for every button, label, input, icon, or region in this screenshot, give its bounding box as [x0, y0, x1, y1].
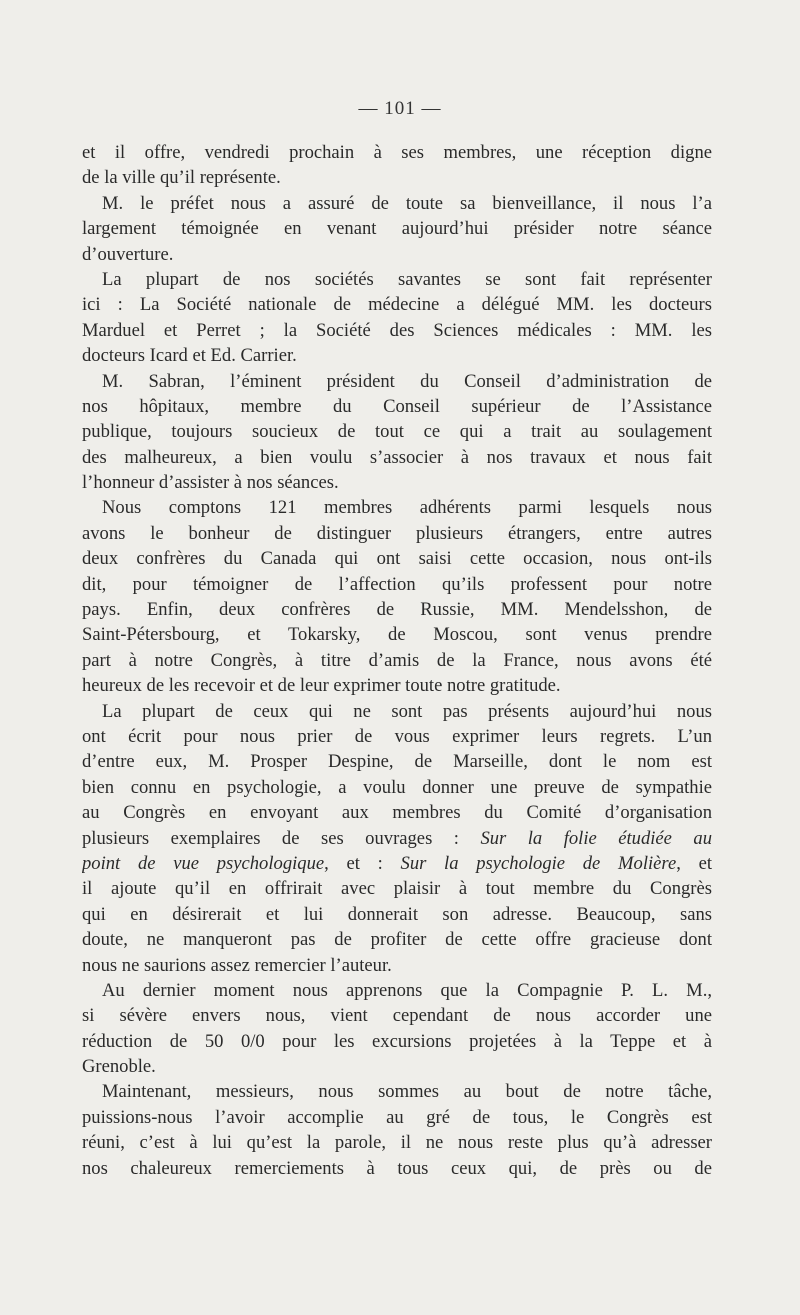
- italic-title: point de vue psychologique: [82, 852, 325, 874]
- text-line: si sévère envers nous, vient cependant de nous accorder une: [82, 1005, 712, 1027]
- text-line: part à notre Congrès, à titre d’amis de la France, nous avons été: [82, 649, 712, 671]
- text-line: et il offre, vendredi prochain à ses membres, une réception digne: [82, 142, 712, 163]
- italic-title: Sur la folie étudiée au: [480, 827, 712, 849]
- text-line: d’entre eux, M. Prosper Despine, de Marseille, dont le nom est: [82, 751, 712, 773]
- text-line: M. le préfet nous a assuré de toute sa bienveillance, il nous l’a: [102, 192, 712, 214]
- text-line: ont écrit pour nous prier de vous exprimer leurs regrets. L’un: [82, 725, 712, 747]
- text-span: , et: [676, 852, 712, 874]
- text-line: qui en désirerait et lui donnerait son adresse. Beaucoup, sans: [82, 903, 712, 925]
- page-number: — 101 —: [358, 98, 442, 119]
- text-line: Maintenant, messieurs, nous sommes au bout de notre tâche,: [102, 1081, 712, 1103]
- text-line: publique, toujours soucieux de tout ce qui a trait au soulagement: [82, 421, 712, 443]
- text-line: au Congrès en envoyant aux membres du Comité d’organisation: [82, 802, 712, 824]
- text-line: dit, pour témoigner de l’affection qu’ils professent pour notre: [82, 573, 712, 595]
- text-line: nous ne saurions assez remercier l’auteur.: [82, 954, 392, 976]
- body-text: [82, 140, 712, 1181]
- text-line: d’ouverture.: [82, 243, 174, 265]
- text-line: l’honneur d’assister à nos séances.: [82, 472, 339, 494]
- text-line: M. Sabran, l’éminent président du Conseil d’administration de: [102, 370, 712, 392]
- text-line: Saint-Pétersbourg, et Tokarsky, de Moscou, sont venus prendre: [82, 624, 712, 646]
- text-line: avons le bonheur de distinguer plusieurs étrangers, entre autres: [82, 522, 712, 544]
- text-line: réuni, c’est à lui qu’est la parole, il ne nous reste plus qu’à adresser: [82, 1132, 712, 1154]
- text-line: heureux de les recevoir et de leur exprimer toute notre gratitude.: [82, 675, 561, 697]
- text-line: nos chaleureux remerciements à tous ceux qui, de près ou de: [82, 1157, 712, 1179]
- text-line: doute, ne manqueront pas de profiter de cette offre gracieuse dont: [82, 929, 712, 951]
- text-span: , et :: [324, 852, 401, 874]
- text-line: bien connu en psychologie, a voulu donner une preuve de sympathie: [82, 776, 712, 798]
- text-line: Au dernier moment nous apprenons que la Compagnie P. L. M.,: [102, 979, 712, 1001]
- text-span: plusieurs exemplaires de ses ouvrages :: [82, 827, 481, 849]
- text-line: pays. Enfin, deux confrères de Russie, MM. Mendelsshon, de: [82, 599, 712, 621]
- text-line: nos hôpitaux, membre du Conseil supérieur de l’Assistance: [82, 395, 712, 417]
- text-line: Grenoble.: [82, 1056, 156, 1078]
- text-line: [82, 851, 712, 876]
- text-line: La plupart de nos sociétés savantes se sont fait représenter: [102, 268, 712, 290]
- text-line: réduction de 50 0/0 pour les excursions projetées à la Teppe et à: [82, 1030, 712, 1052]
- text-line: largement témoignée en venant aujourd’hui présider notre séance: [82, 218, 712, 240]
- italic-title: Sur la psychologie de Molière: [400, 852, 677, 874]
- text-line: deux confrères du Canada qui ont saisi cette occasion, nous ont-ils: [82, 548, 712, 570]
- text-line: [82, 826, 712, 851]
- text-line: La plupart de ceux qui ne sont pas présents aujourd’hui nous: [102, 700, 712, 722]
- text-line: de la ville qu’il représente.: [82, 167, 281, 189]
- text-line: puissions-nous l’avoir accomplie au gré de tous, le Congrès est: [82, 1106, 712, 1128]
- text-line: ici : La Société nationale de médecine a délégué MM. les docteurs: [82, 294, 712, 316]
- text-line: Nous comptons 121 membres adhérents parmi lesquels nous: [102, 497, 712, 519]
- text-line: des malheureux, a bien voulu s’associer à nos travaux et nous fait: [82, 446, 712, 468]
- text-line: Marduel et Perret ; la Société des Sciences médicales : MM. les: [82, 319, 712, 341]
- text-line: il ajoute qu’il en offrirait avec plaisir à tout membre du Congrès: [82, 878, 712, 900]
- text-line: docteurs Icard et Ed. Carrier.: [82, 345, 297, 367]
